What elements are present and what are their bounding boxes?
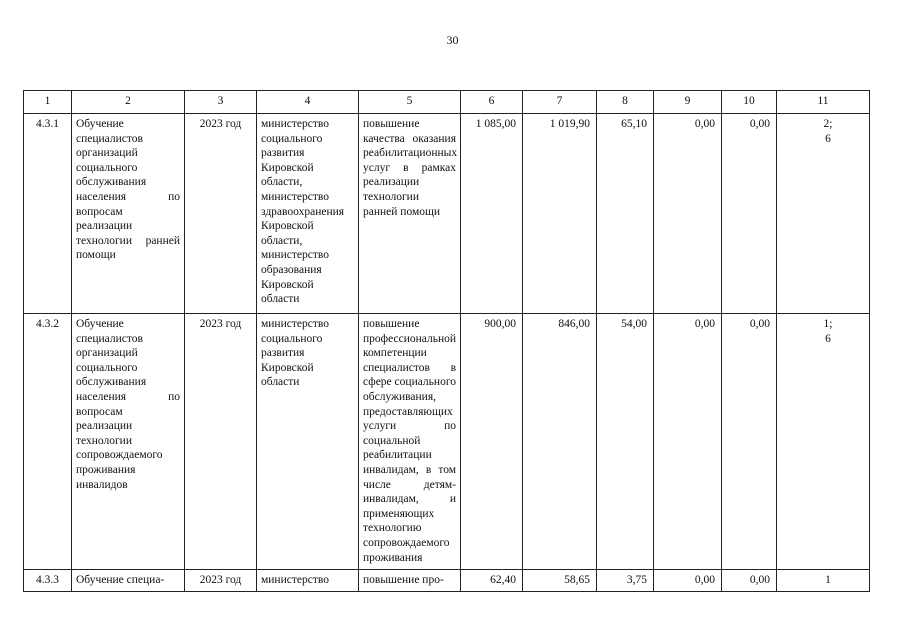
row-year: 2023 год: [185, 314, 257, 570]
row-federal: 3,75: [597, 570, 654, 592]
program-measures-table: [23, 90, 870, 592]
row-col11: [777, 570, 870, 592]
row-col11: [777, 314, 870, 570]
row-result: повышение профессиональной компетенции специалистов в сфере социального обслуживания, предоставляющих услуги по социальной реабилитации инвалидам, в том числе детям-инвалидам, и применяющих технологию сопровождаемого проживания: [359, 314, 461, 570]
row-total: 62,40: [461, 570, 523, 592]
row-code: 4.3.1: [24, 114, 72, 314]
row-col10: 0,00: [722, 570, 777, 592]
row-col9: 0,00: [654, 314, 722, 570]
row-executors: министерство социального развития Кировской области, министерство здравоохранения Кировской области, министерство образования Кировской области: [257, 114, 359, 314]
row-regional: 846,00: [523, 314, 597, 570]
column-header: 8: [597, 91, 654, 114]
row-col11-line1: 1;: [823, 318, 833, 330]
row-col11-line1: 1: [825, 574, 831, 586]
row-federal: 65,10: [597, 114, 654, 314]
page-number: 30: [446, 33, 459, 47]
column-header: 2: [72, 91, 185, 114]
row-name: Обучение специа-: [72, 570, 185, 592]
row-col11-line1: 2;: [823, 118, 833, 130]
row-executors: министерство: [257, 570, 359, 592]
column-header: 10: [722, 91, 777, 114]
column-header: 4: [257, 91, 359, 114]
table-row: [24, 114, 870, 314]
row-result: повышение про-: [359, 570, 461, 592]
row-col11-line2: 6: [825, 332, 831, 345]
row-regional: 58,65: [523, 570, 597, 592]
row-total: 900,00: [461, 314, 523, 570]
row-regional: 1 019,90: [523, 114, 597, 314]
row-col9: 0,00: [654, 570, 722, 592]
row-code: 4.3.3: [24, 570, 72, 592]
column-header: 5: [359, 91, 461, 114]
table-row: [24, 314, 870, 570]
row-year: 2023 год: [185, 114, 257, 314]
row-col11: [777, 114, 870, 314]
row-federal: 54,00: [597, 314, 654, 570]
column-header: 7: [523, 91, 597, 114]
table-row: [24, 570, 870, 592]
column-header: 6: [461, 91, 523, 114]
row-col10: 0,00: [722, 114, 777, 314]
row-executors: министерство социального развития Кировской области: [257, 314, 359, 570]
column-header: 11: [777, 91, 870, 114]
row-col11-line2: 6: [825, 132, 831, 145]
row-code: 4.3.2: [24, 314, 72, 570]
row-result: повышение качества оказания реабилитационных услуг в рамках реализации технологии ранней помощи: [359, 114, 461, 314]
row-name: Обучение специалистов организаций социального обслуживания населения по вопросам реализации технологии сопровождаемого проживания инвалидов: [72, 314, 185, 570]
table-header-row: [24, 91, 870, 114]
column-header: 1: [24, 91, 72, 114]
row-total: 1 085,00: [461, 114, 523, 314]
column-header: 9: [654, 91, 722, 114]
row-year: 2023 год: [185, 570, 257, 592]
row-name: Обучение специалистов организаций социального обслуживания населения по вопросам реализации технологии ранней помощи: [72, 114, 185, 314]
row-col10: 0,00: [722, 314, 777, 570]
row-col9: 0,00: [654, 114, 722, 314]
column-header: 3: [185, 91, 257, 114]
